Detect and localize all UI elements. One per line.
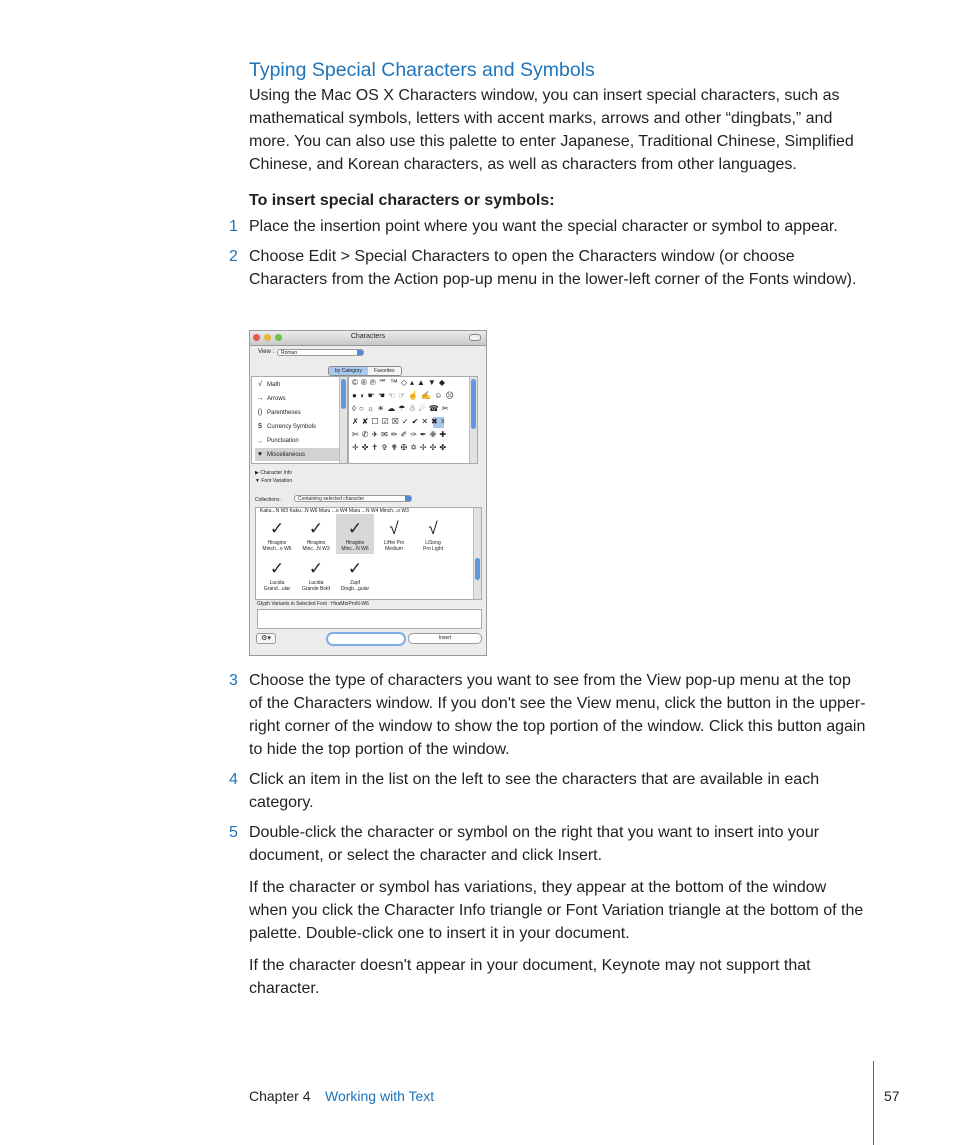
- grid-row[interactable]: ✛✜✝✞✟✠✡✢✣✤: [352, 443, 450, 452]
- step-text: Choose the type of characters you want to see from the View pop-up menu at the top of the Characters window. If you don't see the View menu, click the button in the upper-right corner of the window to show the top portion of the window. Click this button again to hide the top portion of the window.: [249, 672, 866, 758]
- category-label: Currency Symbols: [267, 424, 317, 430]
- variant-cell[interactable]: [258, 554, 296, 594]
- variant-style: Grande Bold: [301, 586, 331, 592]
- glyph-variants-box: [257, 609, 482, 629]
- variant-cell[interactable]: [297, 514, 335, 554]
- step-text: Click an item in the list on the left to see the characters that are available in each category.: [249, 771, 820, 811]
- character-grid: [348, 376, 478, 464]
- grid-row[interactable]: ✗✘☐☑☒✓✔✕✖☓: [352, 417, 448, 426]
- variant-cell[interactable]: [375, 514, 413, 554]
- character-info-label: Character Info: [260, 470, 292, 476]
- variant-cell[interactable]: [414, 514, 452, 554]
- collections-value: Containing selected character: [298, 496, 365, 502]
- step-text: Choose Edit > Special Characters to open the Characters window (or choose Characters from the Action pop-up menu in the lower-left corner of the Fonts window).: [249, 248, 857, 288]
- chevron-down-icon: [405, 496, 411, 501]
- variant-style: Minc...N W3: [302, 546, 330, 552]
- step-number: 3: [229, 672, 238, 689]
- variant-font: Hiragino: [267, 540, 287, 546]
- category-label: Miscellaneous: [267, 452, 306, 458]
- variant-glyph: ✓: [269, 519, 285, 538]
- action-gear-button[interactable]: ⚙▾: [256, 633, 276, 644]
- font-variation-panel: [255, 507, 482, 600]
- scroll-thumb[interactable]: [471, 379, 476, 429]
- variant-glyph: ✓: [347, 559, 363, 578]
- step-number: 2: [229, 248, 238, 265]
- window-title: Characters: [350, 333, 386, 340]
- page-number: 57: [884, 1088, 900, 1104]
- grid-row[interactable]: ✄✆✈✉✏✐✑✒✙✚: [352, 430, 450, 439]
- body-paragraph: If the character or symbol has variations, they appear at the bottom of the window when you click the Character Info triangle or Font Variation triangle at the bottom of the palette. Double-click one to insert it in your document.: [249, 879, 864, 942]
- intro-paragraph: Using the Mac OS X Characters window, you can insert special characters, such as mathematical symbols, letters with accent marks, arrows and other “dingbats,” and more. You can also use this palette to enter Japanese, Traditional Chinese, Simplified Chinese, and Korean characters, as well as characters from other languages.: [249, 87, 854, 173]
- font-variation-label: Font Variation: [261, 478, 293, 484]
- toolbar-toggle-button[interactable]: [469, 334, 481, 341]
- procedure-heading: To insert special characters or symbols:: [249, 192, 555, 209]
- collections-popup[interactable]: [294, 495, 412, 502]
- view-label: View :: [258, 349, 275, 355]
- view-tabs: [328, 366, 402, 376]
- collections-label: Collections :: [255, 497, 283, 503]
- variant-font: Hiragino: [306, 540, 326, 546]
- window-titlebar: [250, 331, 486, 346]
- category-label: Arrows: [267, 396, 286, 402]
- variant-cell[interactable]: [336, 554, 374, 594]
- step-number: 5: [229, 824, 238, 841]
- category-list: [251, 376, 348, 464]
- tab-favorites[interactable]: Favorites: [368, 367, 401, 375]
- category-item[interactable]: [255, 420, 343, 433]
- variant-glyph: √: [389, 519, 399, 538]
- list-scrollbar[interactable]: [339, 377, 347, 463]
- category-glyph: .,: [258, 437, 262, 444]
- variant-glyph: √: [428, 519, 438, 538]
- body-paragraph: If the character doesn't appear in your document, Keynote may not support that character.: [249, 957, 811, 997]
- category-glyph: $: [258, 423, 262, 430]
- category-label: Parentheses: [267, 410, 301, 416]
- category-item[interactable]: [255, 448, 343, 461]
- glyph-variants-label: Glyph Variants in Selected Font : HiraMinProN-W6: [257, 601, 369, 607]
- view-popup[interactable]: [277, 349, 364, 356]
- characters-window: [249, 330, 487, 656]
- page-title: Typing Special Characters and Symbols: [249, 59, 595, 81]
- footer-chapter: Chapter 4: [249, 1088, 311, 1104]
- variant-font: Lucida: [269, 580, 285, 586]
- insert-button[interactable]: Insert: [408, 633, 482, 644]
- variant-cell[interactable]: [297, 554, 335, 594]
- step-text: Place the insertion point where you want the special character or symbol to appear.: [249, 218, 838, 235]
- footer-section-link[interactable]: Working with Text: [325, 1088, 435, 1104]
- variant-style: Dingb...gular: [340, 586, 370, 592]
- category-item[interactable]: [255, 434, 343, 447]
- variant-style: Pro Light: [422, 546, 443, 552]
- variants-scrollbar[interactable]: [473, 508, 481, 599]
- variant-font: LiSong: [425, 540, 441, 546]
- variant-style: Minc...N W6: [341, 546, 369, 552]
- character-info-disclosure[interactable]: ▶ Character Info: [255, 470, 292, 476]
- step-number: 4: [229, 771, 238, 788]
- variant-glyph: ✓: [347, 519, 363, 538]
- category-label: Punctuation: [267, 438, 299, 444]
- variant-style: Minch...o W6: [262, 546, 292, 552]
- search-input[interactable]: [326, 632, 406, 646]
- variant-glyph: ✓: [308, 519, 324, 538]
- grid-row[interactable]: ●◗☛☚☜☞☝✍☺☹: [352, 391, 457, 400]
- variant-glyph: ✓: [308, 559, 324, 578]
- variant-cell[interactable]: [258, 514, 296, 554]
- category-glyph: (): [257, 409, 263, 416]
- variant-font: Zapf: [349, 580, 360, 586]
- grid-scrollbar[interactable]: [469, 377, 477, 463]
- variant-glyph: ✓: [269, 559, 285, 578]
- category-item[interactable]: [255, 392, 343, 405]
- variants-header: Kaku...N W3 Kaku...N W6 Maru ...o W4 Maru ...N W4 Minch...o W3: [260, 508, 409, 514]
- font-variation-disclosure[interactable]: ▼ Font Variation: [255, 478, 293, 484]
- view-value: Roman: [281, 350, 298, 356]
- scroll-thumb[interactable]: [475, 558, 480, 580]
- footer-divider: [873, 1061, 874, 1145]
- category-glyph: √: [258, 381, 262, 388]
- variant-style: Grand...ular: [263, 586, 291, 592]
- scroll-thumb[interactable]: [341, 379, 346, 409]
- step-text: Double-click the character or symbol on the right that you want to insert into your document, or select the character and click Insert.: [249, 824, 820, 864]
- grid-row[interactable]: ◊○☼☀☁☂☃☄☎✂: [352, 404, 452, 413]
- category-item[interactable]: [255, 378, 343, 391]
- variant-style: Medium: [385, 546, 403, 552]
- grid-row[interactable]: ©®℗℠™◇▴▲▼◆: [352, 378, 448, 387]
- category-label: Math: [267, 382, 281, 388]
- category-item[interactable]: [255, 406, 343, 419]
- variant-cell[interactable]: [336, 514, 374, 554]
- tab-by-category[interactable]: by Category: [329, 367, 368, 375]
- chevron-down-icon: [357, 350, 363, 355]
- variant-font: Hiragino: [345, 540, 365, 546]
- variant-font: Lucida: [308, 580, 324, 586]
- variant-font: LiHei Pro: [383, 540, 405, 546]
- category-glyph: →: [256, 395, 264, 402]
- category-glyph: ♥: [257, 451, 263, 458]
- step-number: 1: [229, 218, 238, 235]
